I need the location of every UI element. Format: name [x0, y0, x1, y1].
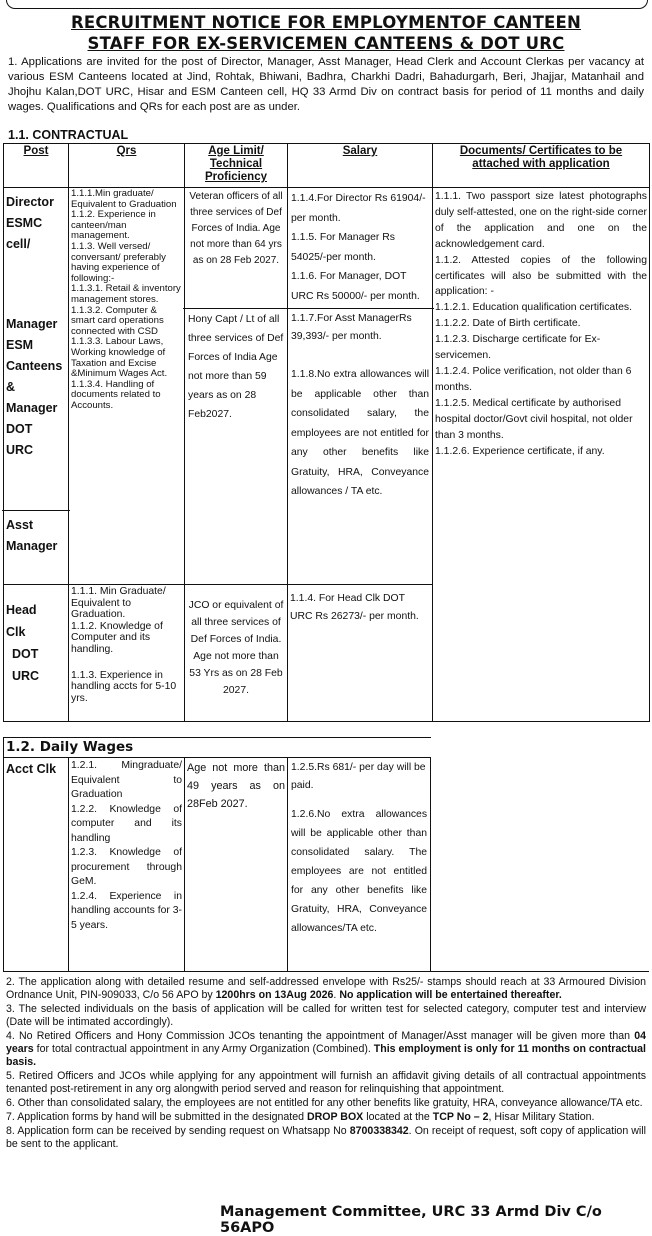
- salary-list: 1.1.4.For Director Rs 61904/- per month. 1.1.5. For Manager Rs 54025/-per month. 1.1.6. For Manager, DOT URC Rs 50000/- per month.: [291, 193, 426, 302]
- post-director: Director ESMC cell/: [6, 195, 54, 251]
- table-row: [4, 758, 431, 972]
- post-asst-manager: Asst Manager: [6, 518, 58, 553]
- title-line-2: STAFF FOR EX-SERVICEMEN CANTEENS & DOT URC: [87, 34, 565, 53]
- table-bottom-border: [3, 971, 649, 972]
- salary-cell-daily: [288, 758, 431, 972]
- qrs-cell-daily: 1.2.1. Mingraduate/ Equivalent to Graduation 1.2.2. Knowledge of computer and its handling 1.2.3. Knowledge of procurement through GeM. 1.2.4. Experience in handling accounts for 3-5 years.: [69, 758, 185, 972]
- title-line-1: RECRUITMENT NOTICE FOR EMPLOYMENTOF CANTEEN: [71, 13, 581, 32]
- note-7: 7. Application forms by hand will be submitted in the designated DROP BOX located at the TCP No – 2, Hisar Military Station.: [6, 1111, 595, 1123]
- salary-asst: 1.1.7.For Asst ManagerRs 39,393/- per month.: [291, 313, 412, 342]
- note-3: 3. The selected individuals on the basis of application will be called for written test for selected category, computer test and interview (Date will be intimated accordingly).: [6, 1003, 646, 1028]
- age-director: Veteran officers of all three services of Def Forces of India. Age not more than 64 yrs as on 28 Feb 2027.: [189, 191, 283, 266]
- notice-title: [8, 12, 644, 54]
- age-manager: Hony Capt / Lt of all three services of Def Forces of India Age not more than 59 years as on 28 Feb2027.: [188, 314, 284, 420]
- post-acct-clerk: Acct Clk: [4, 758, 69, 972]
- salary-cell-main: [288, 188, 433, 585]
- section-contractual: 1.1. CONTRACTUAL: [8, 128, 129, 142]
- header-salary: Salary: [288, 144, 433, 188]
- note-2: 2. The application along with detailed resume and self-addressed envelope with Rs25/- stamps should reach at 33 Armoured Division Ordnance Unit, PIN-909033, C/o 56 APO by 1200hrs on 13Aug 2026. No application will be entertained thereafter.: [6, 976, 646, 1001]
- salary-allowances: 1.1.8.No extra allowances will be applicable other than consolidated salary, the employees are not entitled for any other benefits like Gratuity, HRA, Conveyance allowances / TA etc.: [291, 369, 429, 498]
- docs-cell: 1.1.1. Two passport size latest photographs duly self-attested, one on the right-side corner of the application and one on the acknowledgement card. 1.1.2. Attested copies of the following certificates will also be submitted with the application: - 1.1.2.1. Education qualification certificates. 1.1.2.2. Date of Birth certificate. 1.1.2.3. Discharge certificate for Ex-servicemen. 1.1.2.4. Police verification, not older than 6 months. 1.1.2.5. Medical certificate by authorised hospital doctor/Govt civil hospital, not older than 3 months. 1.1.2.6. Experience certificate, if any.: [433, 188, 650, 722]
- contractual-table: [3, 143, 650, 722]
- note-4: 4. No Retired Officers and Hony Commission JCOs tenanting the appointment of Manager/Asst manager will be given more than 04 years for total contractual appointment in any Army Organization (Combined). This employment is only for 11 months on contractual basis.: [6, 1030, 646, 1068]
- notes-section: [6, 976, 646, 1152]
- salary-daily-allowances: 1.2.6.No extra allowances will be applicable other than consolidated salary. The employees are not entitled for any other benefits like Gratuity, HRA, Conveyance allowances/TA etc.: [291, 809, 428, 935]
- note-5: 5. Retired Officers and JCOs while applying for any appointment will furnish an affidavit giving details of all contractual appointments tenanted post-retirement in any org alongwith period served and reason for relinquishing that appointment.: [6, 1070, 646, 1095]
- header-docs: Documents/ Certificates to be attached with application: [433, 144, 650, 188]
- intro-paragraph: 1. Applications are invited for the post of Director, Manager, Asst Manager, Head Clerk and Account Clerkas per vacancy at various ESM Canteens located at Jind, Rohtak, Bhiwani, Badhra, Charkhi Dadri, Bahadurgarh, Beri, Jhajjar, Matanhail and Jhojhu Kalan,DOT URC, Hisar and ESM Canteen cell, HQ 33 Armd Div on contract basis for period of 11 months and daily wages. Qualifications and QRs for each post are as under.: [8, 56, 644, 113]
- post-manager: Manager ESM Canteens & Manager DOT URC: [6, 317, 63, 457]
- salary-head: 1.1.4. For Head Clk DOT URC Rs 26273/- per month.: [288, 585, 433, 722]
- section-daily-wages: 1.2. Daily Wages: [4, 738, 431, 758]
- note-8: 8. Application form can be received by sending request on Whatsapp No 8700338342. On receipt of request, soft copy of application will be sent to the applicant.: [6, 1125, 646, 1150]
- post-head-clerk: Head Clk DOT URC: [4, 585, 69, 722]
- header-age: Age Limit/ Technical Proficiency: [185, 144, 288, 188]
- header-qrs: Qrs: [69, 144, 185, 188]
- age-cell-main: [185, 188, 288, 585]
- post-cell-main: [4, 188, 69, 585]
- qrs-cell-main: 1.1.1.Min graduate/ Equivalent to Graduation 1.1.2. Experience in canteen/man management. 1.1.3. Well versed/ conversant/ preferably having experience of following:- 1.1.3.1. Retail & inventory management stores. 1.1.3.2. Computer & smart card operations connected with CSD 1.1.3.3. Labour Laws, Working knowledge of Taxation and Excise &Minimum Wages Act. 1.1.3.4. Handling of documents related to Accounts.: [69, 188, 185, 585]
- table-row: [4, 738, 431, 758]
- salary-daily: 1.2.5.Rs 681/- per day will be paid.: [291, 762, 426, 791]
- top-frame-border: [6, 0, 648, 9]
- table-row: [4, 188, 650, 585]
- age-head: JCO or equivalent of all three services of Def Forces of India. Age not more than 53 Yrs as on 28 Feb 2027.: [185, 585, 288, 722]
- qrs-cell-head: 1.1.1. Min Graduate/ Equivalent to Graduation. 1.1.2. Knowledge of Computer and its handling. 1.1.3. Experience in handling accts for 5-10 yrs.: [69, 585, 185, 722]
- age-daily: Age not more than 49 years as on 28Feb 2027.: [185, 758, 288, 972]
- signature-line: Management Committee, URC 33 Armd Div C/o 56APO: [220, 1204, 602, 1236]
- note-6: 6. Other than consolidated salary, the employees are not entitled for any other benefits like gratuity, HRA, conveyance allowance/TA etc.: [6, 1097, 643, 1109]
- daily-wages-table: [3, 737, 431, 972]
- table-header-row: [4, 144, 650, 188]
- header-post: Post: [4, 144, 69, 188]
